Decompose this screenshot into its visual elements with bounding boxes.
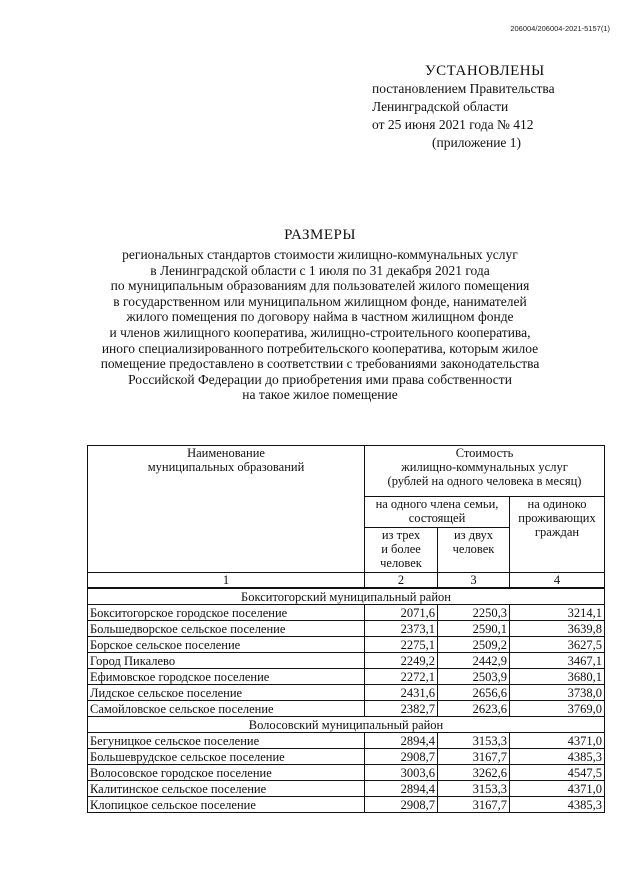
cost-single: 4371,0 <box>510 781 605 797</box>
municipality-name: Калитинское сельское поселение <box>88 781 365 797</box>
table-row <box>88 605 605 621</box>
cost-three-or-more: 2894,4 <box>365 781 438 797</box>
subtitle-line: жилого помещения по договору найма в частном жилищном фонде <box>126 309 514 325</box>
district-name: Бокситогорский муниципальный район <box>88 588 605 605</box>
subtitle-line: по муниципальным образованиям для пользователей жилого помещения <box>110 278 530 294</box>
subtitle-line: в государственном или муниципальном жилищном фонде, нанимателей <box>113 293 527 309</box>
header-single <box>510 497 605 573</box>
table-row <box>88 765 605 781</box>
column-number: 2 <box>365 573 438 589</box>
subtitle-line: в Ленинградской области с 1 июля по 31 декабря 2021 года <box>150 262 490 278</box>
header-text: человек <box>452 542 495 556</box>
district-row <box>88 588 605 605</box>
approval-line: (приложение 1) <box>432 135 522 150</box>
municipality-name: Бегуницкое сельское поселение <box>88 733 365 749</box>
header-text: (рублей на одного человека в месяц) <box>387 474 582 488</box>
cost-two-persons: 2590,1 <box>438 621 510 637</box>
header-text: из трех <box>381 528 421 542</box>
cost-single: 3639,8 <box>510 621 605 637</box>
column-number: 4 <box>510 573 605 589</box>
table-body <box>88 446 605 813</box>
table-row <box>88 621 605 637</box>
municipality-name: Самойловское сельское поселение <box>88 701 365 717</box>
municipality-name: Большеврудское сельское поселение <box>88 749 365 765</box>
district-name: Волосовский муниципальный район <box>88 717 605 733</box>
header-text: жилищно-коммунальных услуг <box>401 460 568 474</box>
header-text: и более <box>381 542 421 556</box>
header-text: граждан <box>534 525 580 539</box>
municipality-name: Ефимовское городское поселение <box>88 669 365 685</box>
column-number: 3 <box>438 573 510 589</box>
table-row <box>88 781 605 797</box>
cost-three-or-more: 2373,1 <box>365 621 438 637</box>
cost-single: 3214,1 <box>510 605 605 621</box>
cost-single: 3467,1 <box>510 653 605 669</box>
municipality-name: Волосовское городское поселение <box>88 765 365 781</box>
cost-single: 3738,0 <box>510 685 605 701</box>
table-row <box>88 749 605 765</box>
subtitle-line: и членов жилищного кооператива, жилищно-строительного кооператива, <box>109 324 531 340</box>
cost-two-persons: 3167,7 <box>438 797 510 813</box>
table-row <box>88 701 605 717</box>
cost-three-or-more: 2272,1 <box>365 669 438 685</box>
municipality-name: Бокситогорское городское поселение <box>88 605 365 621</box>
table-row <box>88 685 605 701</box>
header-text: на одного члена семьи, <box>375 497 499 511</box>
cost-standards-table <box>87 445 605 813</box>
subtitle-line: Российской Федерации до приобретения ими права собственности <box>128 371 512 387</box>
document-subtitle <box>40 247 600 403</box>
header-two <box>438 528 510 573</box>
cost-two-persons: 3262,6 <box>438 765 510 781</box>
table-row <box>88 797 605 813</box>
cost-two-persons: 3153,3 <box>438 733 510 749</box>
cost-single: 3680,1 <box>510 669 605 685</box>
subtitle-line: на такое жилое помещение <box>242 387 398 403</box>
cost-two-persons: 2250,3 <box>438 605 510 621</box>
municipality-name: Большедворское сельское поселение <box>88 621 365 637</box>
subtitle-line: региональных стандартов стоимости жилищно-коммунальных услуг <box>122 247 518 262</box>
column-number-row <box>88 573 605 589</box>
document-title: РАЗМЕРЫ <box>284 227 356 243</box>
subtitle-line: помещение предоставлено в соответствии с требованиями законодательства <box>100 356 540 372</box>
header-text: Наименование <box>187 446 265 460</box>
header-text: из двух <box>453 528 494 542</box>
cost-two-persons: 2442,9 <box>438 653 510 669</box>
header-text: на одиноко <box>527 497 587 511</box>
cost-three-or-more: 2431,6 <box>365 685 438 701</box>
cost-three-or-more: 2894,4 <box>365 733 438 749</box>
cost-three-or-more: 3003,6 <box>365 765 438 781</box>
header-text: человек <box>380 556 422 570</box>
municipality-name: Лидское сельское поселение <box>88 685 365 701</box>
header-row <box>88 446 605 497</box>
cost-two-persons: 2623,6 <box>438 701 510 717</box>
cost-three-or-more: 2382,7 <box>365 701 438 717</box>
cost-single: 3627,5 <box>510 637 605 653</box>
document-id: 206004/206004-2021-5157(1) <box>510 24 610 33</box>
approval-heading: УСТАНОВЛЕНЫ <box>425 63 545 79</box>
approval-line: постановлением Правительства <box>372 81 555 96</box>
municipality-name: Город Пикалево <box>88 653 365 669</box>
table-row <box>88 637 605 653</box>
table-row <box>88 669 605 685</box>
cost-three-or-more: 2908,7 <box>365 797 438 813</box>
column-number: 1 <box>88 573 365 589</box>
municipality-name: Борское сельское поселение <box>88 637 365 653</box>
approval-line: от 25 июня 2021 года № 412 <box>372 117 534 132</box>
cost-two-persons: 3153,3 <box>438 781 510 797</box>
cost-two-persons: 2509,2 <box>438 637 510 653</box>
header-text: Стоимость <box>455 446 514 460</box>
cost-two-persons: 2503,9 <box>438 669 510 685</box>
district-row <box>88 717 605 733</box>
cost-single: 4385,3 <box>510 797 605 813</box>
header-text: муниципальных образований <box>147 460 305 474</box>
cost-single: 4385,3 <box>510 749 605 765</box>
approval-block <box>372 62 622 152</box>
cost-single: 3769,0 <box>510 701 605 717</box>
cost-three-or-more: 2249,2 <box>365 653 438 669</box>
header-municipality <box>88 446 365 573</box>
table-row <box>88 733 605 749</box>
header-cost <box>365 446 605 497</box>
cost-three-or-more: 2908,7 <box>365 749 438 765</box>
cost-single: 4371,0 <box>510 733 605 749</box>
cost-single: 4547,5 <box>510 765 605 781</box>
header-family <box>365 497 510 528</box>
municipality-name: Клопицкое сельское поселение <box>88 797 365 813</box>
cost-three-or-more: 2275,1 <box>365 637 438 653</box>
table-row <box>88 653 605 669</box>
cost-two-persons: 2656,6 <box>438 685 510 701</box>
subtitle-line: иного специализированного потребительского кооператива, которым жилое <box>101 340 539 356</box>
cost-two-persons: 3167,7 <box>438 749 510 765</box>
header-text: состоящей <box>408 511 466 525</box>
header-text: проживающих <box>518 511 596 525</box>
header-three-or-more <box>365 528 438 573</box>
cost-three-or-more: 2071,6 <box>365 605 438 621</box>
approval-line: Ленинградской области <box>372 99 509 114</box>
